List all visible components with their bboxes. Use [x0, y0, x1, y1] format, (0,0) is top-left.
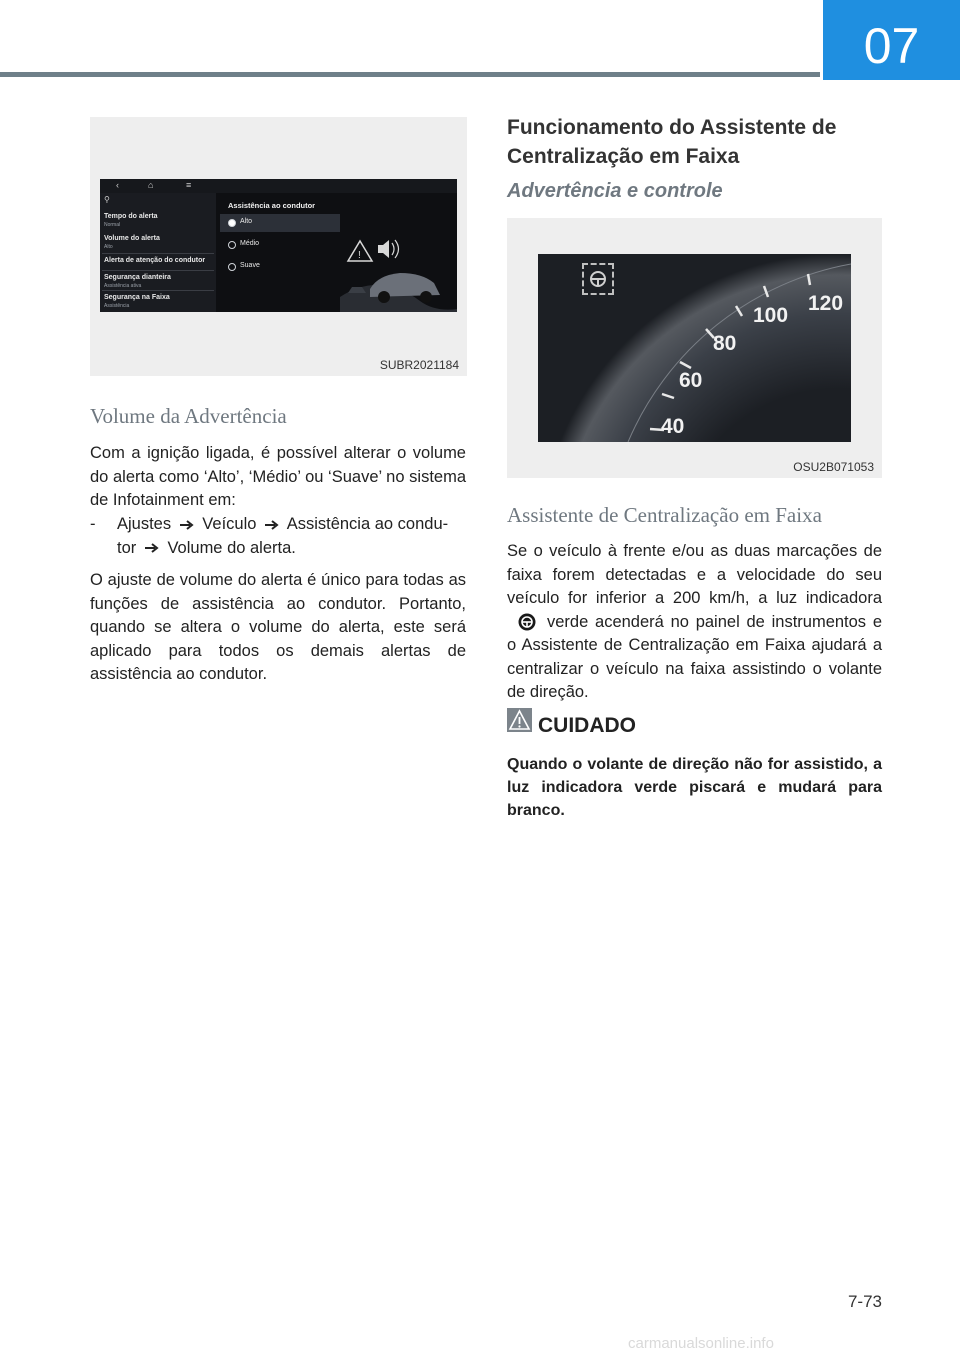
caution-text: Quando o volante de direção não for assistido, a luz indicadora verde piscará e mudará para branco. [507, 756, 882, 819]
speed-label: 80 [713, 332, 737, 355]
watermark: carmanualsonline.info [628, 1335, 774, 1352]
menu-item-title: Alerta de atenção do condutor [104, 257, 206, 264]
menu-icon: ≡ [186, 180, 192, 190]
menu-divider [102, 253, 214, 254]
menu-divider [102, 270, 214, 271]
list-dash: - [90, 515, 96, 533]
paragraph: Se o veículo à frente e/ou as duas marcações de faixa forem detectadas e a velocidade do seu veículo for inferior a 200 km/h, a luz indicadoraverde acenderá no painel de instrumentos e o Assistente de Centralização em Faixa ajudará a centralizar o veículo na faixa assistindo o volante de direção. [507, 542, 882, 701]
screen-top-bar [100, 179, 457, 193]
menu-item-sub: Assistência ativa [104, 283, 142, 289]
arrow-right-icon [145, 543, 159, 553]
figure-infotainment [90, 117, 467, 376]
svg-text:!: ! [358, 250, 361, 261]
option-label: Médio [240, 240, 260, 247]
steering-wheel-icon [517, 612, 537, 632]
speed-label: 40 [661, 415, 685, 438]
menu-item-sub: Assistência [104, 303, 130, 309]
search-icon: ⚲ [104, 195, 110, 204]
paragraph: Com a ignição ligada, é possível alterar o volume do alerta como ‘Alto’, ‘Médio’ ou ‘Suave’ no sistema de Infotainment em: [90, 444, 466, 509]
menu-item-sub: Alto [104, 244, 113, 250]
menu-item-title: Segurança na Faixa [104, 294, 170, 301]
path-item: Veículo [202, 515, 257, 533]
option-suave [220, 258, 340, 276]
radio-icon [228, 263, 236, 271]
header-rule [0, 72, 820, 77]
menu-path [90, 513, 470, 557]
arrow-right-icon [180, 520, 194, 530]
infotainment-screen [100, 179, 457, 312]
speed-label: 100 [753, 304, 789, 327]
caution-warning-icon [507, 708, 532, 732]
arrow-right-icon [265, 520, 279, 530]
menu-item-title: Segurança dianteira [104, 274, 171, 281]
option-label: Suave [240, 262, 260, 269]
subheading: Advertência e controle [507, 180, 723, 202]
speed-label: 60 [679, 369, 703, 392]
menu-item-title: Tempo do alerta [104, 213, 158, 220]
paragraph: O ajuste de volume do alerta é único para todas as funções de assistência ao condutor. Portanto, quando se altera o volume do alerta, este será aplicado para todos os demais alertas de assistência ao condutor. [90, 571, 466, 683]
speed-label: 120 [808, 292, 844, 315]
option-label: Alto [240, 218, 253, 225]
path-item: Ajustes [117, 515, 172, 533]
path-item: tor [117, 538, 137, 557]
radio-icon [228, 241, 236, 249]
menu-item-title: Volume do alerta [104, 235, 160, 242]
instrument-cluster [538, 254, 851, 442]
home-icon: ⌂ [148, 180, 154, 190]
lane-centering-icon [582, 263, 614, 295]
menu-divider [102, 290, 214, 291]
page-number: 7-73 [847, 1292, 882, 1311]
option-medio [220, 236, 340, 254]
screen-menu-left [100, 193, 216, 312]
radio-icon [228, 219, 236, 227]
section-heading: Assistente de Centralização em Faixa [507, 503, 822, 527]
car-warning-illustration [340, 231, 457, 312]
back-icon: ‹ [116, 180, 119, 190]
menu-item-sub: Normal [104, 222, 121, 228]
main-heading: Funcionamento do Assistente de Centralização em Faixa [507, 116, 837, 168]
path-item: Assistência ao condu- [286, 515, 449, 533]
panel-title: Assistência ao condutor [228, 201, 316, 210]
figure-cluster [507, 218, 882, 478]
speaker-icon [378, 240, 389, 258]
section-heading: Volume da Advertência [90, 404, 287, 428]
path-item: Volume do alerta. [167, 538, 296, 557]
chapter-number: 07 [823, 0, 960, 80]
figure-code: SUBR2021184 [379, 358, 459, 372]
figure-code: OSU2B071053 [793, 460, 874, 474]
option-alto [220, 214, 340, 232]
caution-title: CUIDADO [538, 714, 636, 737]
